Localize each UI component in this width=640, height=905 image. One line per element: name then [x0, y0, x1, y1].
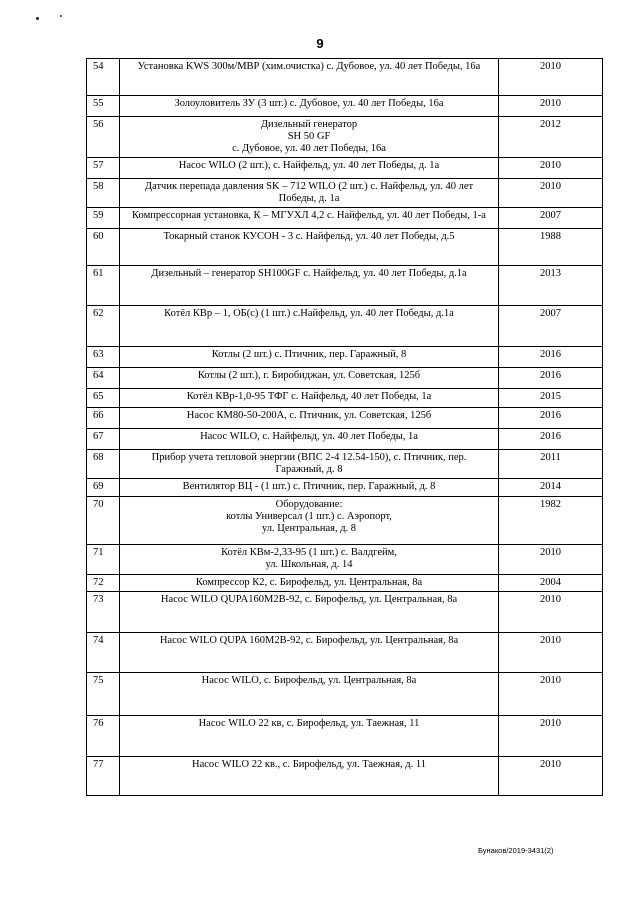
table-row: [87, 545, 603, 575]
row-number: 69: [87, 479, 120, 497]
asset-table: [86, 58, 603, 796]
table-row: [87, 429, 603, 450]
table-row: [87, 306, 603, 347]
table-row: [87, 368, 603, 389]
page-number: 9: [316, 36, 324, 51]
table-row: [87, 208, 603, 229]
row-number: 73: [87, 592, 120, 633]
row-description: Насос WILO, с. Бирофельд, ул. Центральная, 8а: [120, 673, 499, 716]
table-row: [87, 673, 603, 716]
row-year: 2016: [499, 347, 603, 368]
row-description: Насос WILO 22 кв, с. Бирофельд, ул. Таежная, 11: [120, 716, 499, 757]
row-description: Компрессор К2, с. Бирофельд, ул. Центральная, 8а: [120, 575, 499, 592]
table-row: [87, 450, 603, 479]
row-description: Вентилятор ВЦ - (1 шт.) с. Птичник, пер. Гаражный, д. 8: [120, 479, 499, 497]
table-row: [87, 117, 603, 158]
row-number: 64: [87, 368, 120, 389]
row-number: 58: [87, 179, 120, 208]
table-row: [87, 633, 603, 673]
row-description: Токарный станок КУСОН - 3 с. Найфельд, ул. 40 лет Победы, д.5: [120, 229, 499, 266]
row-year: 2010: [499, 96, 603, 117]
row-number: 57: [87, 158, 120, 179]
row-year: 2004: [499, 575, 603, 592]
row-number: 62: [87, 306, 120, 347]
row-description: Котёл КВм-2,33-95 (1 шт.) с. Валдгейм, ул. Школьная, д. 14: [120, 545, 499, 575]
row-description: Котлы (2 шт.) с. Птичник, пер. Гаражный, 8: [120, 347, 499, 368]
row-number: 70: [87, 497, 120, 545]
row-number: 55: [87, 96, 120, 117]
row-description: Насос WILO QUPA 160M2B-92, с. Бирофельд, ул. Центральная, 8а: [120, 633, 499, 673]
row-year: 2010: [499, 716, 603, 757]
table-row: [87, 266, 603, 306]
row-number: 77: [87, 757, 120, 796]
row-number: 74: [87, 633, 120, 673]
row-year: 2010: [499, 633, 603, 673]
row-year: 1988: [499, 229, 603, 266]
row-number: 54: [87, 59, 120, 96]
row-year: 2014: [499, 479, 603, 497]
table-row: [87, 592, 603, 633]
row-number: 71: [87, 545, 120, 575]
row-description: Компрессорная установка, К – МГУХЛ 4,2 с. Найфельд, ул. 40 лет Победы, 1-а: [120, 208, 499, 229]
row-year: 2011: [499, 450, 603, 479]
table-row: [87, 497, 603, 545]
row-year: 1982: [499, 497, 603, 545]
row-number: 60: [87, 229, 120, 266]
row-number: 65: [87, 389, 120, 408]
table-row: [87, 179, 603, 208]
row-description: Дизельный – генератор SH100GF с. Найфельд, ул. 40 лет Победы, д.1а: [120, 266, 499, 306]
row-number: 68: [87, 450, 120, 479]
row-description: Дизельный генератор SH 50 GF с. Дубовое, ул. 40 лет Победы, 16а: [120, 117, 499, 158]
row-number: 66: [87, 408, 120, 429]
scan-speck: [36, 17, 39, 20]
row-year: 2016: [499, 408, 603, 429]
row-year: 2016: [499, 429, 603, 450]
row-year: 2010: [499, 592, 603, 633]
row-description: Котёл КВр-1,0-95 ТФГ с. Найфельд, 40 лет Победы, 1а: [120, 389, 499, 408]
table-row: [87, 59, 603, 96]
table-row: [87, 389, 603, 408]
row-description: Золоуловитель ЗУ (3 шт.) с. Дубовое, ул. 40 лет Победы, 16а: [120, 96, 499, 117]
row-year: 2015: [499, 389, 603, 408]
scan-speck: [60, 15, 62, 17]
table-row: [87, 716, 603, 757]
row-number: 76: [87, 716, 120, 757]
row-description: Оборудование: котлы Универсал (1 шт.) с. Аэропорт, ул. Центральная, д. 8: [120, 497, 499, 545]
row-year: 2010: [499, 757, 603, 796]
row-year: 2013: [499, 266, 603, 306]
table-row: [87, 479, 603, 497]
table-row: [87, 229, 603, 266]
row-description: Прибор учета тепловой энергии (ВПС 2-4 12.54-150), с. Птичник, пер. Гаражный, д. 8: [120, 450, 499, 479]
row-year: 2012: [499, 117, 603, 158]
row-number: 63: [87, 347, 120, 368]
row-description: Насос WILO, с. Найфельд, ул. 40 лет Победы, 1а: [120, 429, 499, 450]
row-year: 2010: [499, 158, 603, 179]
document-code: Бунаков/2019-3431(2): [478, 846, 554, 855]
row-year: 2010: [499, 673, 603, 716]
row-description: Котлы (2 шт.), г. Биробиджан, ул. Советская, 125б: [120, 368, 499, 389]
row-description: Датчик перепада давления SK – 712 WILO (2 шт.) с. Найфельд, ул. 40 лет Победы, д. 1а: [120, 179, 499, 208]
row-year: 2010: [499, 545, 603, 575]
row-number: 61: [87, 266, 120, 306]
row-year: 2007: [499, 208, 603, 229]
row-description: Насос WILO 22 кв., с. Бирофельд, ул. Таежная, д. 11: [120, 757, 499, 796]
row-description: Котёл КВр – 1, ОБ(с) (1 шт.) с.Найфельд, ул. 40 лет Победы, д.1а: [120, 306, 499, 347]
row-description: Насос КМ80-50-200А, с. Птичник, ул. Советская, 125б: [120, 408, 499, 429]
row-description: Насос WILO (2 шт.), с. Найфельд, ул. 40 лет Победы, д. 1а: [120, 158, 499, 179]
table-row: [87, 575, 603, 592]
row-year: 2010: [499, 59, 603, 96]
table-row: [87, 408, 603, 429]
row-year: 2010: [499, 179, 603, 208]
row-description: Установка KWS 300м/МВР (хим.очистка) с. Дубовое, ул. 40 лет Победы, 16а: [120, 59, 499, 96]
row-description: Насос WILO QUPA160M2B-92, с. Бирофельд, ул. Центральная, 8а: [120, 592, 499, 633]
table-row: [87, 757, 603, 796]
table-row: [87, 96, 603, 117]
row-year: 2007: [499, 306, 603, 347]
table-row: [87, 158, 603, 179]
row-number: 56: [87, 117, 120, 158]
row-number: 72: [87, 575, 120, 592]
row-number: 75: [87, 673, 120, 716]
row-number: 59: [87, 208, 120, 229]
table-row: [87, 347, 603, 368]
row-number: 67: [87, 429, 120, 450]
row-year: 2016: [499, 368, 603, 389]
